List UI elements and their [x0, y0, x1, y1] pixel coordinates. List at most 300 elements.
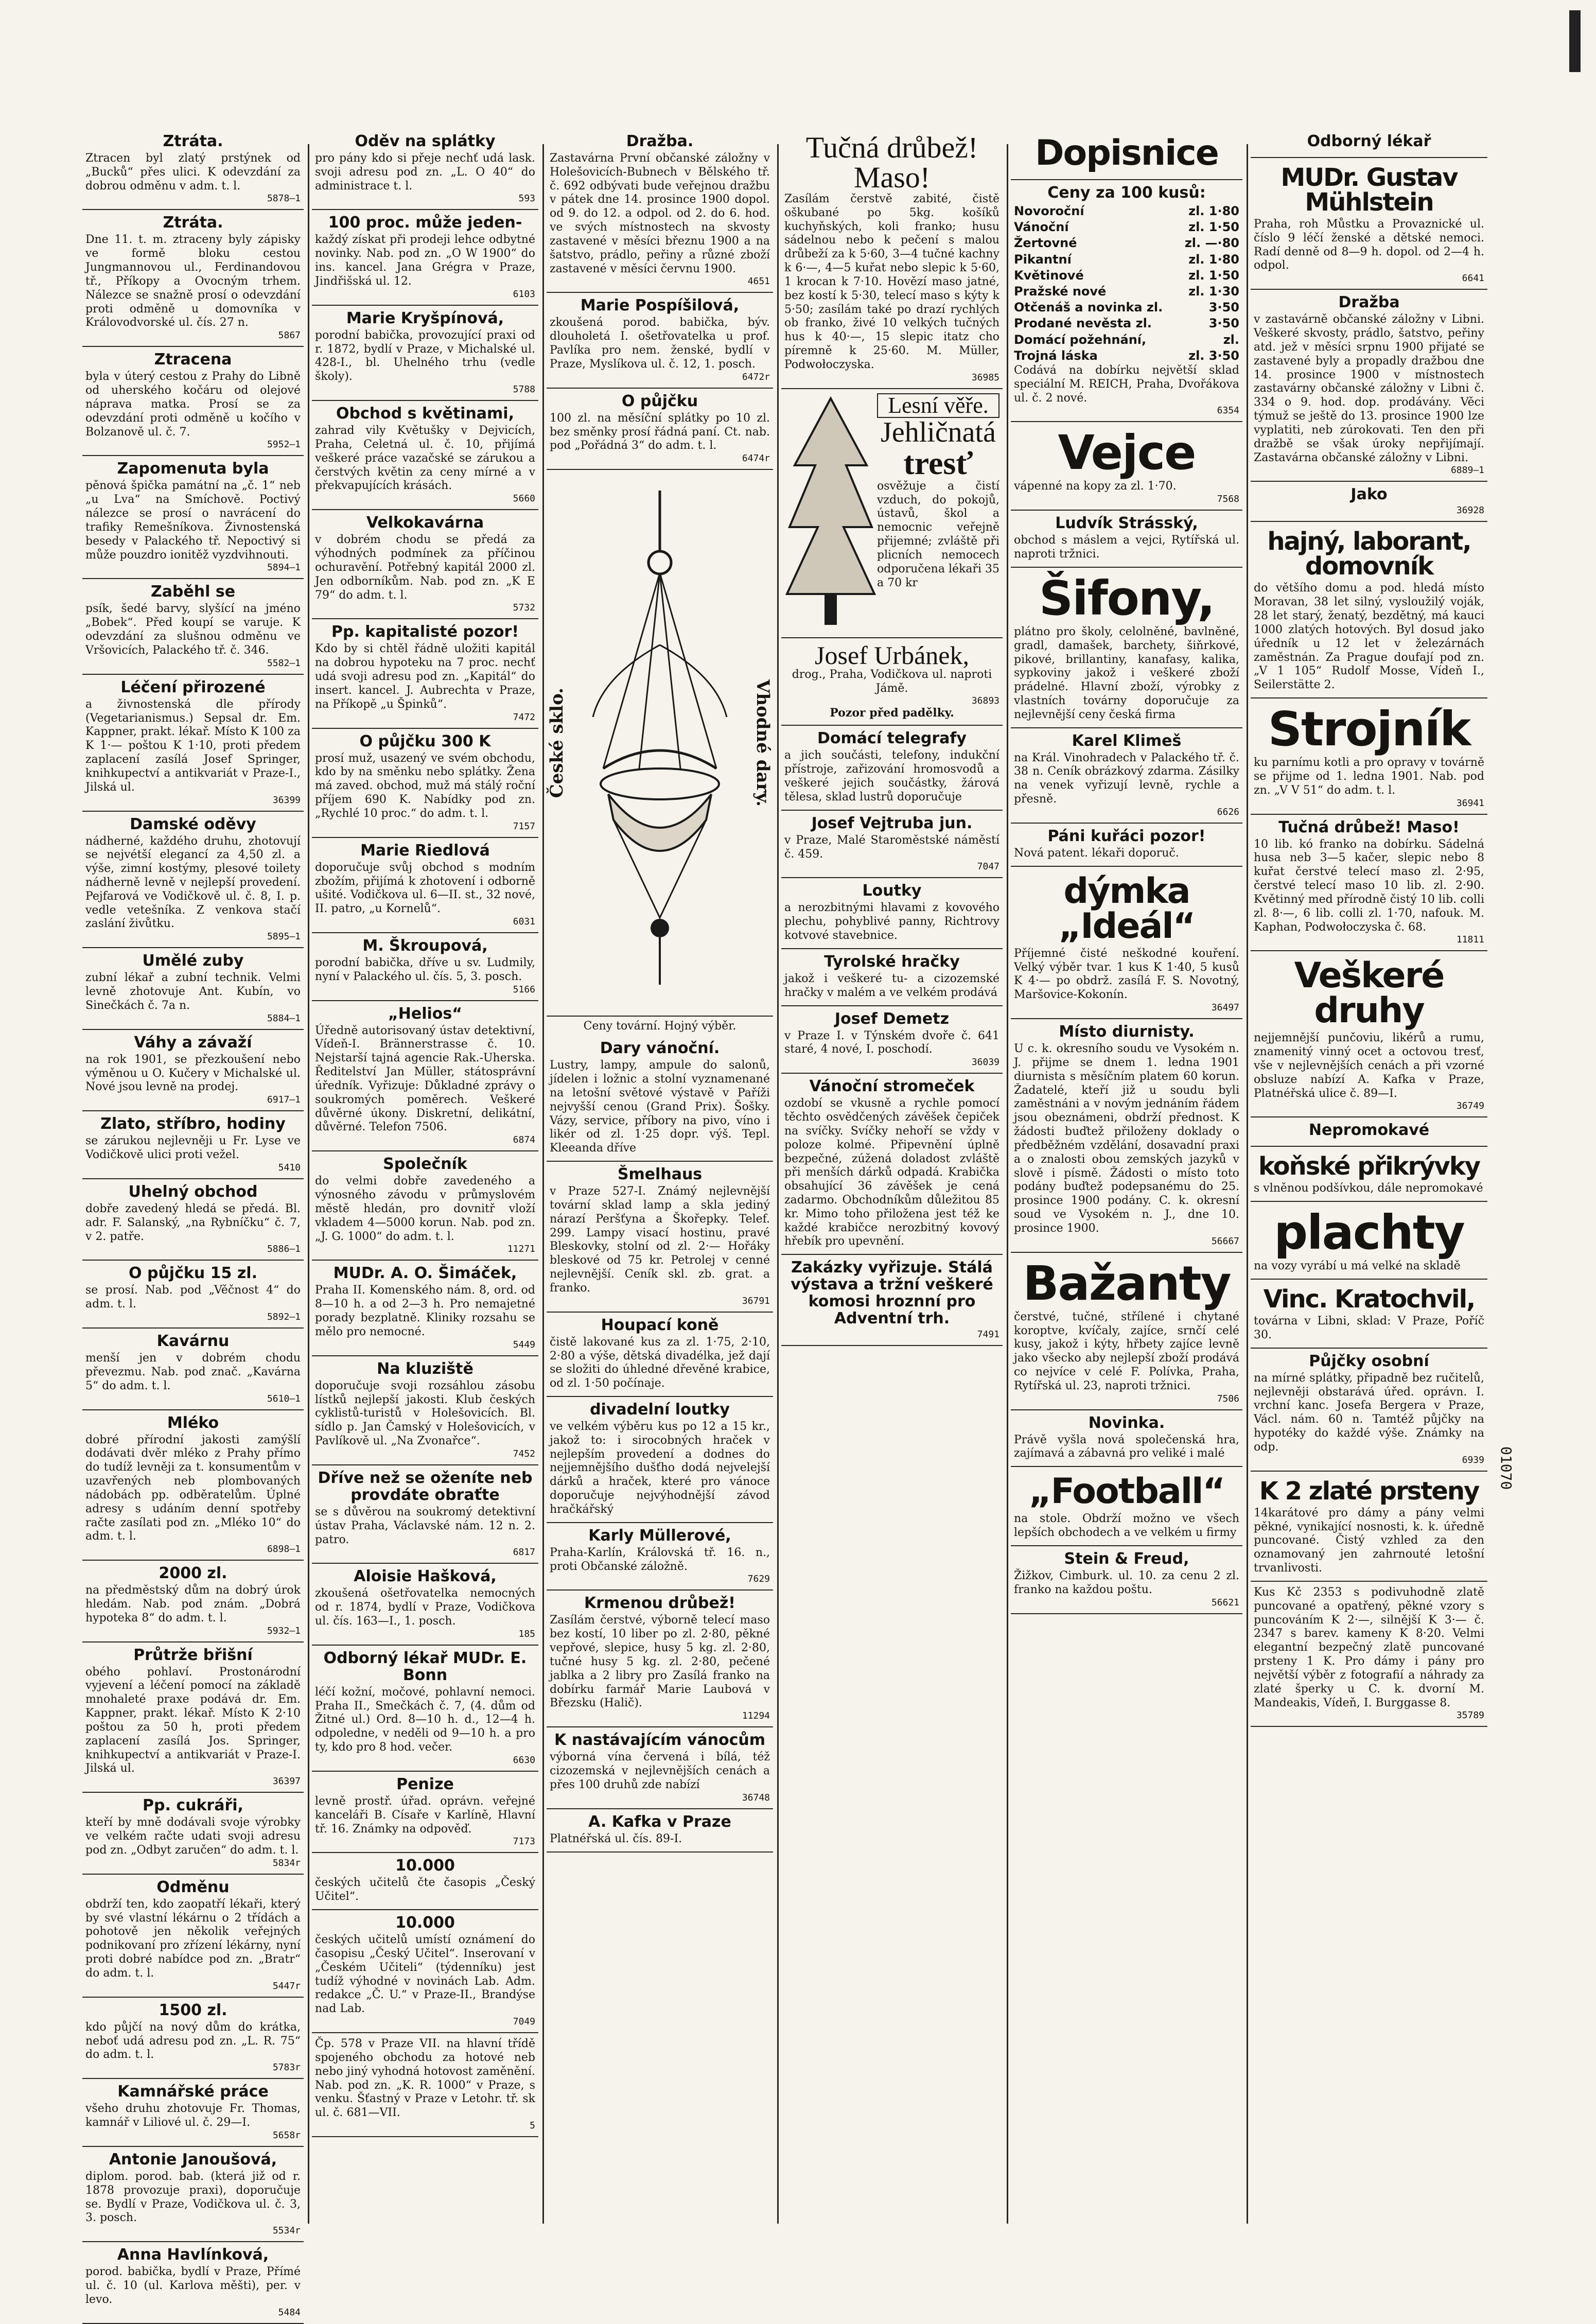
ad-title: Tučná drůbež! Maso!: [1278, 818, 1460, 836]
ad-ref: 6031: [513, 916, 535, 927]
ad-body: léčí kožní, močové, pohlavní nemoci. Praha II., Smečkách č. 7, (4. dům od Žitné ul.) Ord. 8—10 h. d., 12—4 h. odpoledne, v neděli od 9—10 h. a pro ty, kdo pro 8 hod. večer.: [315, 1685, 535, 1754]
ad-body: porodní babička, provozující praxi od r. 1872, bydlí v Praze, v Michalské ul. 428-I., bl. Uhelného trhu (vedle školy).: [315, 328, 535, 383]
ad-body: v dobrém chodu se předá za výhodných podmínek za příčinou ochuravění. Potřebný kapitál 2000 zl. Jen odborníkům. Nab. pod zn. „K E 79“ do adm. t. l.: [315, 533, 535, 602]
ad-ref: 36928: [1456, 505, 1484, 516]
ad-body: se prosí. Nab. pod „Věčnost 4“ do adm. t. l.: [85, 1284, 301, 1311]
ad-body: doporučuje svůj obchod s modním zbožím, přijímá k zhotovení i odborně ušité. Vodičkova ul. 6—II. st., 32 nové, II. patro, „u Kornelů“.: [315, 861, 535, 916]
ad-ref: 56621: [1211, 1597, 1239, 1608]
ad-title: Dražba.: [626, 132, 694, 150]
ad-title: hajný, laborant, domovník: [1267, 527, 1471, 581]
classified-ad: [312, 838, 538, 933]
ad-ref: 6917—1: [267, 1094, 301, 1106]
ad-title: Strojník: [1268, 702, 1470, 757]
ad-ref: 7629: [747, 1574, 770, 1585]
ad-body: Kdo by si chtěl řádně uložiti kapitál na dobrou hypoteku na 7 proc. nechť udá svoji adresu pod zn. „Kapitál“ do insert. kancel. J. Aubrechta v Praze, na Příkopě „u Špinků“.: [315, 642, 535, 711]
pine-tree-icon: [784, 393, 877, 630]
ad-ref: 56667: [1211, 1235, 1239, 1247]
classified-ad: [312, 1356, 538, 1465]
classified-ad: [82, 1030, 304, 1111]
ad-title: Odborný lékař: [1307, 132, 1431, 150]
ad-title: Loutky: [862, 882, 922, 900]
ad-ref: 11271: [507, 1244, 535, 1255]
ad-title: MUDr. Gustav Mühlstein: [1281, 163, 1458, 217]
ad-ref: 36748: [742, 1792, 770, 1803]
classified-ad: [312, 1646, 538, 1772]
price-row: [1014, 252, 1239, 268]
ad-title: Josef Urbánek,: [815, 640, 969, 670]
ad-body: Praha-Karlín, Královská tř. 16. n., proti Občanské záložně.: [550, 1546, 770, 1573]
classified-ad: [547, 1313, 773, 1397]
ad-title: Antonie Janoušová,: [109, 2150, 277, 2169]
ad-body: Kus Kč 2353 s podivuhodně zlatě puncované a opatřený, pěkné vzory s puncováním K 2·—, silnější K 3·— č. 2347 s barev. kameny K 8·20. Velmi elegantní bezpečný zlatě puncované prsteny 1 K. Pro dámy i pány pro největší výběr z fotografií a náhrady za zlaté šperky u C. k. dvorní M. Mandeakis, Vídeň, I. Burggasse 8.: [1254, 1585, 1484, 1709]
ad-ref: 5878—1: [267, 193, 301, 204]
ad-title: Tučná drůbež! Maso!: [805, 131, 978, 194]
ad-body: Nová patent. lékaři doporuč.: [1014, 846, 1179, 860]
ad-ref: 7047: [977, 861, 999, 872]
classified-ad: [82, 948, 304, 1029]
price-item: Žertovné: [1014, 236, 1077, 251]
classified-ad: [1011, 824, 1242, 867]
classified-ad: [1011, 129, 1242, 180]
ad-title: Stein & Freud,: [1064, 1549, 1189, 1568]
classified-ad: [547, 1809, 773, 1853]
price-item: Domácí požehnání,: [1014, 332, 1147, 347]
ad-ref: 7173: [513, 1836, 535, 1847]
ad-title: Vejce: [1058, 425, 1196, 481]
ad-pine-essence: [781, 389, 1003, 638]
ad-ref: 5410: [278, 1162, 301, 1173]
classified-ad: [1011, 1467, 1242, 1546]
ad-body: menší jen v dobrém chodu převezmu. Nab. pod znač. „Kavárna 5“ do adm. t. l.: [85, 1352, 301, 1392]
ad-body: 10 lib. kó franko na dobírku. Sádelná husa neb 3—5 kačer, slepic nebo 8 kuřat čerstvé telecí maso zl. 2·95, čerstvé telecí maso 10 lib. zl. 2·90. Květinný med přírodně čistý 10 lib. colli zl. 8·—, 6 lib. colli zl. 1·70, nafouk. M. Kaphan, Podwołoczyska č. 68.: [1254, 837, 1484, 934]
side-number: 01070: [1498, 1446, 1515, 1490]
classified-ad: [781, 1255, 1003, 1346]
classified-ad: [1011, 867, 1242, 1019]
ad-title: koňské přikrývky: [1258, 1152, 1480, 1181]
classified-ad: [1011, 422, 1242, 511]
ad-title: Aloisie Hašková,: [354, 1567, 497, 1586]
ad-title: Umělé zuby: [142, 952, 244, 970]
price-row: [1014, 284, 1239, 300]
classified-ad: [1251, 1472, 1487, 1582]
ad-ref: 6889—1: [1450, 465, 1484, 476]
ad-body: Codává na dobírku největší sklad speciální M. REICH, Praha, Dvořákova ul. č. 2 nové.: [1014, 363, 1239, 405]
ad-title: 2000 zl.: [159, 1564, 227, 1583]
classified-ad: [781, 878, 1003, 949]
ad-ref: 5783r: [272, 2062, 301, 2073]
column-4: [781, 129, 1003, 2229]
ad-body: Zastavárna První občanské záložny v Holešovicích-Bubnech v Bělského tř. č. 692 odbývati bude veřejnou dražbu v pátek dne 14. prosince 1900 dopol. od 9. do 12. a odpol. od 2. do 6. hod. ve svých místnostech na skvosty zastavené v měsíci březnu 1900 a na šatstvo, prádlo, peřiny a různé zboží zastavené v měsíci červnu 1900.: [550, 152, 770, 275]
classified-ad: [1251, 1117, 1487, 1147]
ad-title: Pp. kapitalisté pozor!: [331, 623, 519, 641]
ad-body: na rok 1901, se přezkoušení nebo výměnou u O. Kučery v Michalské ul. Nové jsou levně na prodej.: [85, 1053, 301, 1094]
ad-ref: 7157: [513, 820, 535, 832]
classified-ad: [1011, 728, 1242, 824]
classified-ad: [82, 2079, 304, 2147]
ad-title: Ztracena: [154, 351, 232, 369]
illustration-caption: Ceny tovární. Hojný výběr.: [583, 1020, 736, 1033]
ad-ref: 6641: [1462, 273, 1484, 284]
ad-title: O půjčku: [621, 392, 698, 410]
ad-body: Lustry, lampy, ampule do salonů, jídelen i ložnic a stolní vyznamenané na letošní světové výstavě v Paříži nejvyšší cenou (Grand Prix). Šošky. Vázy, service, příbory na pivo, víno i likér od zl. 1·25 dopr. výš. Tepl. Kleeanda dříve: [550, 1059, 770, 1155]
ad-body: vápenné na kopy za zl. 1·70.: [1014, 480, 1177, 493]
classified-ad: [1011, 568, 1242, 728]
ad-ref: 5447r: [272, 1980, 301, 1991]
ad-ref: 7452: [513, 1448, 535, 1459]
ad-body: porodní babička, dříve u sv. Ludmily, nyní v Palackého ul. čís. 5, 3. posch.: [315, 956, 535, 983]
ad-title: Houpací koně: [601, 1316, 719, 1334]
ad-body: s vlněnou podšívkou, dále nepromokavé: [1254, 1182, 1483, 1195]
price-value: 3·50: [1208, 300, 1239, 315]
ad-body: Zasílám čerstvé, výborně telecí maso bez kostí, 10 liber po zl. 2·80, pěkné vepřové, slepice, husy 5 kg. zl. 2·80, tučné husy 5 kg. zl. 2·80, pečené jablka a 2 libry pro Zasílá franko na dobírku farmář Marie Laubová v Březsku (Halič).: [550, 1614, 770, 1710]
classified-ad: [1251, 482, 1487, 522]
column-1: [82, 129, 304, 2318]
ad-body: a nerozbitnými hlavami z kovového plechu, pohyblivé panny, Richtrovy kotvové stavebnice.: [784, 901, 999, 942]
pine-tree-illustration: [784, 393, 877, 632]
classified-ad: [312, 2033, 538, 2137]
ad-title: Uhelný obchod: [128, 1182, 258, 1201]
column-5: [1011, 129, 1242, 2229]
ad-ref: 5732: [513, 602, 535, 614]
ad-body: Právě vyšla nová společenská hra, zajímavá a zábavná pro veliké i malé: [1014, 1433, 1239, 1460]
classified-ad: [312, 1151, 538, 1261]
classified-ad: [781, 726, 1003, 810]
classified-ad: [312, 210, 538, 305]
chandelier-icon: [583, 491, 737, 995]
ad-title: Anna Havlínková,: [117, 2246, 269, 2264]
ad-title: Damské oděvy: [130, 815, 256, 833]
ad-body: ve velkém výběru kus po 12 a 15 kr., jakož to: i sirocobných hraček v nejlepším provedení a dodnes do nejjemnějšího dušťho dodá nejvelejší dárků a hraček, které pro vánoce doporučuje nejvýhodnější závod hračkářský: [550, 1420, 770, 1516]
classified-ad: [1251, 1147, 1487, 1202]
classified-ad: [547, 1397, 773, 1523]
ad-title: Nepromokavé: [1308, 1121, 1430, 1140]
classified-ad: [82, 1111, 304, 1179]
classified-ad: [1251, 1582, 1487, 1727]
ad-title: Josef Vejtruba jun.: [811, 814, 973, 832]
classified-ad: [82, 1179, 304, 1261]
classified-ad: [82, 2242, 304, 2323]
ad-body: na stole. Obdrží možno ve všech lepších obchodech a ve velkém u firmy: [1014, 1512, 1239, 1540]
column-rule: [542, 144, 544, 2224]
ad-title: Marie Pospíšilová,: [580, 296, 740, 315]
ad-title: Zakázky vyřizuje. Stálá výstava a tržní veškeré komosi hroznní pro Adventní trh.: [791, 1259, 993, 1328]
ad-title: „Helios“: [388, 1004, 462, 1023]
ad-ref: 6817: [513, 1547, 535, 1558]
ad-body: Praha, roh Můstku a Provaznické ul. číslo 9 léčí ženské a dětské nemoci. Radí denně od 8—9 h. dopol. od 2—4 h. odpol.: [1254, 218, 1484, 272]
ad-ref: 6898—1: [267, 1544, 301, 1555]
classified-ad: [781, 1006, 1003, 1074]
classified-ad: [312, 933, 538, 1001]
ad-ref: 5886—1: [267, 1244, 301, 1255]
ad-ref: 7568: [1217, 494, 1239, 505]
column-6: [1251, 129, 1487, 2229]
ad-ref: 6630: [513, 1754, 535, 1766]
ad-body: obchod s máslem a vejci, Rytířská ul. naproti tržnici.: [1014, 534, 1239, 561]
ad-title: Ludvík Strásský,: [1055, 514, 1198, 533]
ad-title: Dopisnice: [1035, 133, 1218, 173]
classified-ad: [547, 1591, 773, 1727]
ad-title: Šifony,: [1039, 570, 1215, 626]
ad-title: Oděv na splátky: [355, 132, 496, 150]
ad-ref: 36893: [971, 695, 999, 707]
ad-body: zkoušená porod. babička, býv. dlouholetá I. ošetřovatelka u prof. Pavlíka pro nem. ženské, bydlí v Praze, Myslíkova ul. č. 12, 1. posch.: [550, 316, 770, 371]
classified-ad: [1251, 1202, 1487, 1280]
ad-body: Příjemné čisté neškodné kouření. Velký výběr tvar. 1 kus K 1·40, 5 kusů K 4·— po obdrž. zasílá F. S. Novotný, Maršovice-Kokonín.: [1014, 947, 1239, 1002]
ad-title: Odměnu: [156, 1878, 230, 1896]
ad-ref: 6626: [1217, 806, 1239, 817]
ad-note: Pozor před padělky.: [830, 706, 954, 720]
ad-title: Vinc. Kratochvil,: [1263, 1285, 1475, 1314]
ad-ref: 7506: [1217, 1393, 1239, 1404]
ad-body: čerstvé, tučné, střílené i chytané koroptve, kvíčaly, zajíce, srnčí celé kusy, jakož i kýty, hřbety zajíce levně jako všecko aby nejlepší zboží prodává co nejvíce v celé F. Polívka, Praha, Rytířská ul. 23, naproti tržnici.: [1014, 1310, 1239, 1392]
ad-title: Dříve než se oženíte neb provdáte obraťte: [318, 1469, 533, 1504]
classified-ad: [312, 1772, 538, 1853]
classified-ad: [312, 729, 538, 838]
ad-ref: 36941: [1456, 797, 1484, 809]
ad-title: dýmka „Ideál“: [1058, 870, 1195, 947]
ad-body: na mírné splátky, připadně bez ručitelů, nejlevněji obstarává úřed. oprávn. I. vrchní kanc. Josefa Bergera v Praze, Václ. nám. 60 n. Tamtéž půjčky na hypotéky do každé výše. Známky na odp.: [1254, 1371, 1484, 1454]
ad-word: Jehličnatá: [881, 416, 996, 448]
ad-ref: 5166: [513, 984, 535, 995]
ad-title: 100 proc. může jeden-: [328, 214, 522, 232]
column-rule: [1247, 144, 1248, 2224]
classified-ad: [312, 619, 538, 728]
classified-ad: [1011, 1253, 1242, 1410]
ad-body: továrna v Libni, sklad: V Praze, Poříč 30.: [1254, 1315, 1484, 1341]
ad-title: Na kluziště: [377, 1359, 473, 1378]
ad-title: Veškeré druhy: [1294, 955, 1444, 1032]
price-item: Trojná láska: [1014, 348, 1098, 363]
ad-ref: 5788: [513, 384, 535, 395]
ad-body: zubní lékař a zubní technik. Velmi levně zhotovuje Ant. Kubín, vo Sinečkách č. 7a n.: [85, 971, 301, 1012]
ad-body: diplom. porod. bab. (která již od r. 1878 provozuje praxi), doporučuje se. Bydlí v Praze, Vodičkova ul. č. 3, 3. posch.: [85, 2170, 301, 2225]
ad-ref: 5582—1: [267, 657, 301, 669]
ad-title: Marie Kryšpínová,: [346, 309, 504, 327]
ad-body: byla v úterý cestou z Prahy do Libně od uherského kočáru od olejové náprava matka. Prosí se za odevzdání proti odměně u kočího v Bolzanově ul. č. 7.: [85, 370, 301, 439]
classified-ad: [312, 510, 538, 619]
column-3: [547, 129, 773, 2229]
ad-body: do většího domu a pod. hledá místo Moravan, 38 let silný, vysloužilý voják, 28 let starý, ženatý, bezdětný, má kauci 1000 zlatých hotových. Byl dosud jako úředník u 12 let v železárnách zaměstnán. Za Prague doufají pod zn. „V 1 105“ Rudolf Mosse, Vídeň I., Seilerstätte 2.: [1254, 582, 1484, 692]
ad-body: výborná vína červená i bílá, též cizozemská v nejlevnějších cenách a přes 100 druhů zde nabízí: [550, 1751, 770, 1791]
newspaper-page: [82, 129, 1565, 2318]
ad-body: nádherné, každého druhu, zhotovují se nejvétší elegancí za 4,50 zl. a výše, zimní kostýmy, plesové toilety nádherně levně v nejlepší provedení. Pejfarová ve Vodičkově ul. č. 8, I. p. vedle vetešníka. Z venkova stačí zaslání živůtku.: [85, 834, 301, 931]
ad-title: Marie Riedlová: [360, 841, 490, 860]
ad-body: v Praze 527-I. Známý nejlevnější tovární sklad lamp a skla jediný nárazí Peršťyna a Škořepky. Telef. 299. Lampy visací hostinu, pravé Bleskovky, stolní od zl. 2·— Hořáky bleskové od 75 kr. Petrolej v cenné nejlevnější. Ceník skl. zb. grat. a franko.: [550, 1185, 770, 1295]
classified-ad: [82, 2147, 304, 2242]
ad-title: Dary vánoční.: [600, 1039, 720, 1058]
ad-ref: 7472: [513, 711, 535, 723]
ad-title: Lesní věře.: [877, 393, 999, 418]
classified-ad: [312, 1261, 538, 1356]
ad-body: drog., Praha, Vodičkova ul. naproti Jámě.: [792, 668, 992, 695]
ad-body: obdrží ten, kdo zaopatří lékaři, který by své vlastní lékárnu o 2 třídách a pohotově jen několik veřejných podnikovaní pro zřízení lékárny, nyní proti dobré nabídce pod zn. „Bratr“ do adm. t. l.: [85, 1897, 301, 1980]
classified-ad: [312, 1910, 538, 2033]
classified-ad: [82, 1998, 304, 2079]
ad-ref: 11811: [1456, 934, 1484, 946]
ad-ref: 5658r: [272, 2129, 301, 2141]
classified-ad: [82, 1410, 304, 1561]
ad-body: doporučuje svoji rozsáhlou zásobu lístků nejlepší jakosti. Klub českých cyklistů-turistů v Holešovicích. Bl. sídlo p. Jan Čamský v Holešovicích, v Pavlíkově ul. „Na Zvonařce“.: [315, 1379, 535, 1448]
classified-ad: [312, 1465, 538, 1564]
classified-ad: [312, 306, 538, 401]
price-row: [1014, 316, 1239, 331]
price-value: zl. —·80: [1184, 236, 1239, 251]
ad-ref: 6354: [1217, 405, 1239, 416]
ad-ref: 5660: [513, 493, 535, 504]
ad-title: Páni kuřáci pozor!: [1047, 827, 1206, 845]
ad-body: všeho druhu zhotovuje Fr. Thomas, kamnář v Liliové ul. č. 29—I.: [85, 2102, 301, 2129]
ad-body: levně prostř. úřad. oprávn. veřejné kanceláři B. Císaře v Karlíně, Hlavní tř. 16. Známky na odpověď.: [315, 1794, 535, 1836]
ad-title: Bažanty: [1023, 1255, 1231, 1311]
classified-ad: [1251, 698, 1487, 814]
ad-title: Léčení přirozené: [120, 678, 266, 696]
price-row: [1014, 332, 1239, 348]
ad-ref: 36399: [272, 794, 301, 806]
ad-ref: 5894—1: [267, 562, 301, 573]
ad-ref: 7049: [513, 2016, 535, 2028]
column-rule: [777, 144, 779, 2224]
classified-ad: [1251, 290, 1487, 482]
classified-ad: [312, 129, 538, 210]
classified-ad: [1251, 158, 1487, 290]
price-row: [1014, 300, 1239, 316]
ad-ref: 5867: [278, 330, 301, 341]
ad-body: na předměstský dům na dobrý úrok hledám. Nab. pod znám. „Dobrá hypoteka 8“ do adm. t. l.: [85, 1584, 301, 1624]
ad-body: se s důvěrou na soukromý detektivní ústav Praha, Václavské nám. 12 n. 2. patro.: [315, 1505, 535, 1546]
chandelier-illustration: [547, 470, 773, 1017]
scan-mark: [1569, 10, 1581, 72]
price-item: Prodané nevěsta zl.: [1014, 316, 1152, 331]
ad-body: kdo půjčí na nový dům do krátka, neboť udá adresu pod zn. „L. R. 75“ do adm. t. l.: [85, 2020, 301, 2061]
ad-title: K nastávajícím vánocům: [554, 1731, 766, 1750]
price-item: Květinové: [1014, 268, 1084, 283]
ad-body: a jich součásti, telefony, indukční přístroje, zařizování hromosvodů a veškeré jejich součástky, žárová tělesa, sklad lustrů doporučuje: [784, 749, 999, 803]
ad-ref: 7491: [977, 1329, 999, 1340]
price-item: Pražské nové: [1014, 284, 1107, 299]
classified-ad: [82, 129, 304, 210]
classified-ad: [82, 1561, 304, 1642]
ad-title: Domácí telegrafy: [817, 729, 967, 748]
ad-title: Kavárnu: [156, 1332, 230, 1351]
ad-body: pěnová špička památní na „č. 1“ neb „u Lva“ na Smíchově. Poctivý nálezce se prosí o navrácení do trafiky Remešníkova. Živnostenská besedy v Palackého tř. Nepoctivý si může pouzdro ionitěž vyzdvihnouti.: [85, 479, 301, 562]
ad-body: ku parnímu kotli a pro opravy v továrně se přijme od 1. ledna 1901. Nab. pod zn. „V V 51“ do adm. t. l.: [1254, 756, 1484, 797]
price-value: zl. 1·50: [1188, 268, 1239, 283]
ad-title: Půjčky osobní: [1309, 1352, 1429, 1370]
ad-body: dobře zavedený hledá se předá. Bl. adr. F. Salanský, „na Rybníčku“ č. 7, v 2. patře.: [85, 1202, 301, 1243]
ad-body: na Král. Vinohradech v Palackého tř. č. 38 n. Ceník obrázkový zdarma. Zásilky na venek vyřizují levně, rychle a přesně.: [1014, 751, 1239, 806]
classified-ad: [547, 129, 773, 293]
ad-body: plátno pro školy, celolněné, bavlněné, gradl, damašek, barchety, šiňrkové, pikové, brillantiny, kanafasy, kalika, sypkoviny jakož i veškeré zboží prádelné. Hlavní zboží, výrobky z vlastních továrny doporučuje za nejlevnější ceny česká firma: [1014, 625, 1239, 721]
ad-ref: 6874: [513, 1134, 535, 1146]
classified-ad: [82, 456, 304, 579]
ad-title: Odborný lékař MUDr. E. Bonn: [323, 1649, 527, 1684]
ad-title: O půjčku 15 zl.: [129, 1264, 257, 1283]
ad-body: v Praze, Malé Staroměstské náměstí č. 459.: [784, 833, 999, 861]
ad-title: Karel Klimeš: [1072, 731, 1182, 750]
classified-ad: [547, 389, 773, 470]
classified-ad: [82, 1642, 304, 1793]
classified-ad: [547, 1036, 773, 1162]
classified-ad: [781, 1074, 1003, 1255]
ad-body: pro pány kdo si přeje nechť udá lask. svoji adresu pod zn. „L. O 40“ do administrace t. l.: [315, 152, 535, 193]
ad-title: Novinka.: [1088, 1413, 1165, 1432]
gifts-side-label: Vhodné dary.: [752, 679, 773, 807]
ad-title: Průtrže břišní: [133, 1646, 253, 1664]
ad-ref: 185: [518, 1628, 535, 1639]
ad-title: 10.000: [395, 1914, 455, 1932]
ad-body: 14karátové pro dámy a pány velmi pěkné, vynikající nosnosti, k. k. úředně puncované. Čistý vzhled za den oznamovaný jen zahrnouté letošní trvanlivosti.: [1254, 1506, 1484, 1575]
ad-ref: 35789: [1456, 1710, 1484, 1721]
classified-ad: [82, 1875, 304, 1998]
ad-ref: 5610—1: [267, 1393, 301, 1404]
ad-ref: 36497: [1211, 1002, 1239, 1014]
ad-ref: 5834r: [272, 1857, 301, 1868]
ad-body: Žižkov, Cimburk. ul. 10. za cenu 2 zl. franko na každou poštu.: [1014, 1569, 1239, 1596]
ad-title: Karly Müllerové,: [588, 1526, 731, 1545]
ad-ref: 5534r: [272, 2225, 301, 2236]
ad-title: Kamnářské práce: [117, 2083, 269, 2101]
ad-ref: 11294: [742, 1710, 770, 1722]
ad-body: Úředně autorisovaný ústav detektivní, Vídeň-I. Brännerstrasse č. 10. Nejstarší tajná agencie Rak.-Uherska. Ředitelství Jan Müller, státosprávní úředník. Vyřizuje: Důkladné zprávy o soukromých poměrech. Veškeré důvěrné úkony. Diskretní, delikátní, důvěrné. Telefon 7506.: [315, 1024, 535, 1134]
classified-ad: [1011, 1546, 1242, 1614]
classified-ad: [1251, 129, 1487, 158]
classified-ad: [312, 401, 538, 510]
price-item: Vánoční: [1014, 220, 1069, 235]
price-value: zl. 1·30: [1188, 284, 1239, 299]
classified-ad: [82, 675, 304, 812]
ad-title: Tyrolské hračky: [824, 952, 960, 971]
column-rule: [308, 144, 309, 2224]
ad-title: 1500 zl.: [159, 2001, 227, 2019]
ad-word: tresť: [903, 444, 973, 481]
ad-title: Zlato, stříbro, hodiny: [100, 1115, 286, 1133]
ad-body: jakož i veškeré tu- a cizozemské hračky v malém a ve velkém prodává: [784, 972, 999, 999]
ad-ref: 5895—1: [267, 931, 301, 942]
ad-title: A. Kafka v Praze: [588, 1812, 731, 1831]
ad-title: Ztráta.: [163, 214, 223, 232]
classified-ad: [82, 210, 304, 347]
price-item: Otčenáš a novinka zl.: [1014, 300, 1163, 315]
price-row: [1014, 219, 1239, 235]
classified-ad: [312, 1853, 538, 1910]
classified-ad: [82, 579, 304, 674]
classified-ad: [1251, 951, 1487, 1117]
classified-ad: [82, 347, 304, 456]
price-row: [1014, 268, 1239, 284]
ad-title: plachty: [1274, 1205, 1464, 1261]
classified-ad: [312, 1564, 538, 1645]
classified-ad: [82, 812, 304, 949]
ad-title: Vánoční stromeček: [809, 1077, 975, 1096]
ad-body: do velmi dobře zavedeného a výnosného závodu v průmyslovém městě hledán, pro dovnitř vloží vkladem 4—5000 korun. Nab. pod zn. „J. G. 1000“ do adm. t. l.: [315, 1175, 535, 1243]
ad-body: prosí muž, usazený ve svém obchodu, kdo by na směnku nebo splátky. Žena má zaved. obchod, muž má stálý roční příjem 690 K. Nabídky pod zn. „Rychlé 10 proc.“ do adm. t. l.: [315, 752, 535, 820]
ad-body: U c. k. okresního soudu ve Vysokém n. J. přijme se dnem 1. ledna 1901 diurnista s měsíčním platem 60 korun. Žadatelé, kteří již u soudu byli zaměstnáni a v novým jednáním řádem jsou obeznámeni, obdrží přednost. K žádosti buďtež přiloženy doklady o předběžném vzdělání, dosavadní praxi a o znalosti obou zemských jazyků v slově i písmě. Žádosti o místo toto podány buďtež podepsanému do 25. prosince 1900 podány. C. k. okresní soud ve Vysokém n. J., dne 10. prosince 1900.: [1014, 1042, 1239, 1235]
column-2: [312, 129, 538, 2229]
ad-title: Místo diurnisty.: [1059, 1023, 1195, 1041]
price-item: Novoroční: [1014, 204, 1084, 218]
ad-ref: 5484: [278, 2306, 301, 2318]
ad-ref: 5884—1: [267, 1012, 301, 1024]
ad-ref: 36791: [742, 1295, 770, 1306]
ad-body: 100 zl. na měsíční splátky po 10 zl. bez směnky prosí řádná paní. Ct. nab. pod „Pořádná 3“ do adm. t. l.: [550, 411, 770, 452]
price-value: zl. 1·80: [1188, 252, 1239, 267]
ad-title: Pp. cukráři,: [143, 1796, 243, 1815]
ad-body: se zárukou nejlevněji u Fr. Lyse ve Vodičkově ulici proti vežel.: [85, 1134, 301, 1162]
classified-ad: [547, 293, 773, 388]
ad-title: Váhy a závaží: [134, 1033, 252, 1052]
classified-ad: [1251, 522, 1487, 698]
ad-title: O půjčku 300 K: [359, 732, 491, 750]
